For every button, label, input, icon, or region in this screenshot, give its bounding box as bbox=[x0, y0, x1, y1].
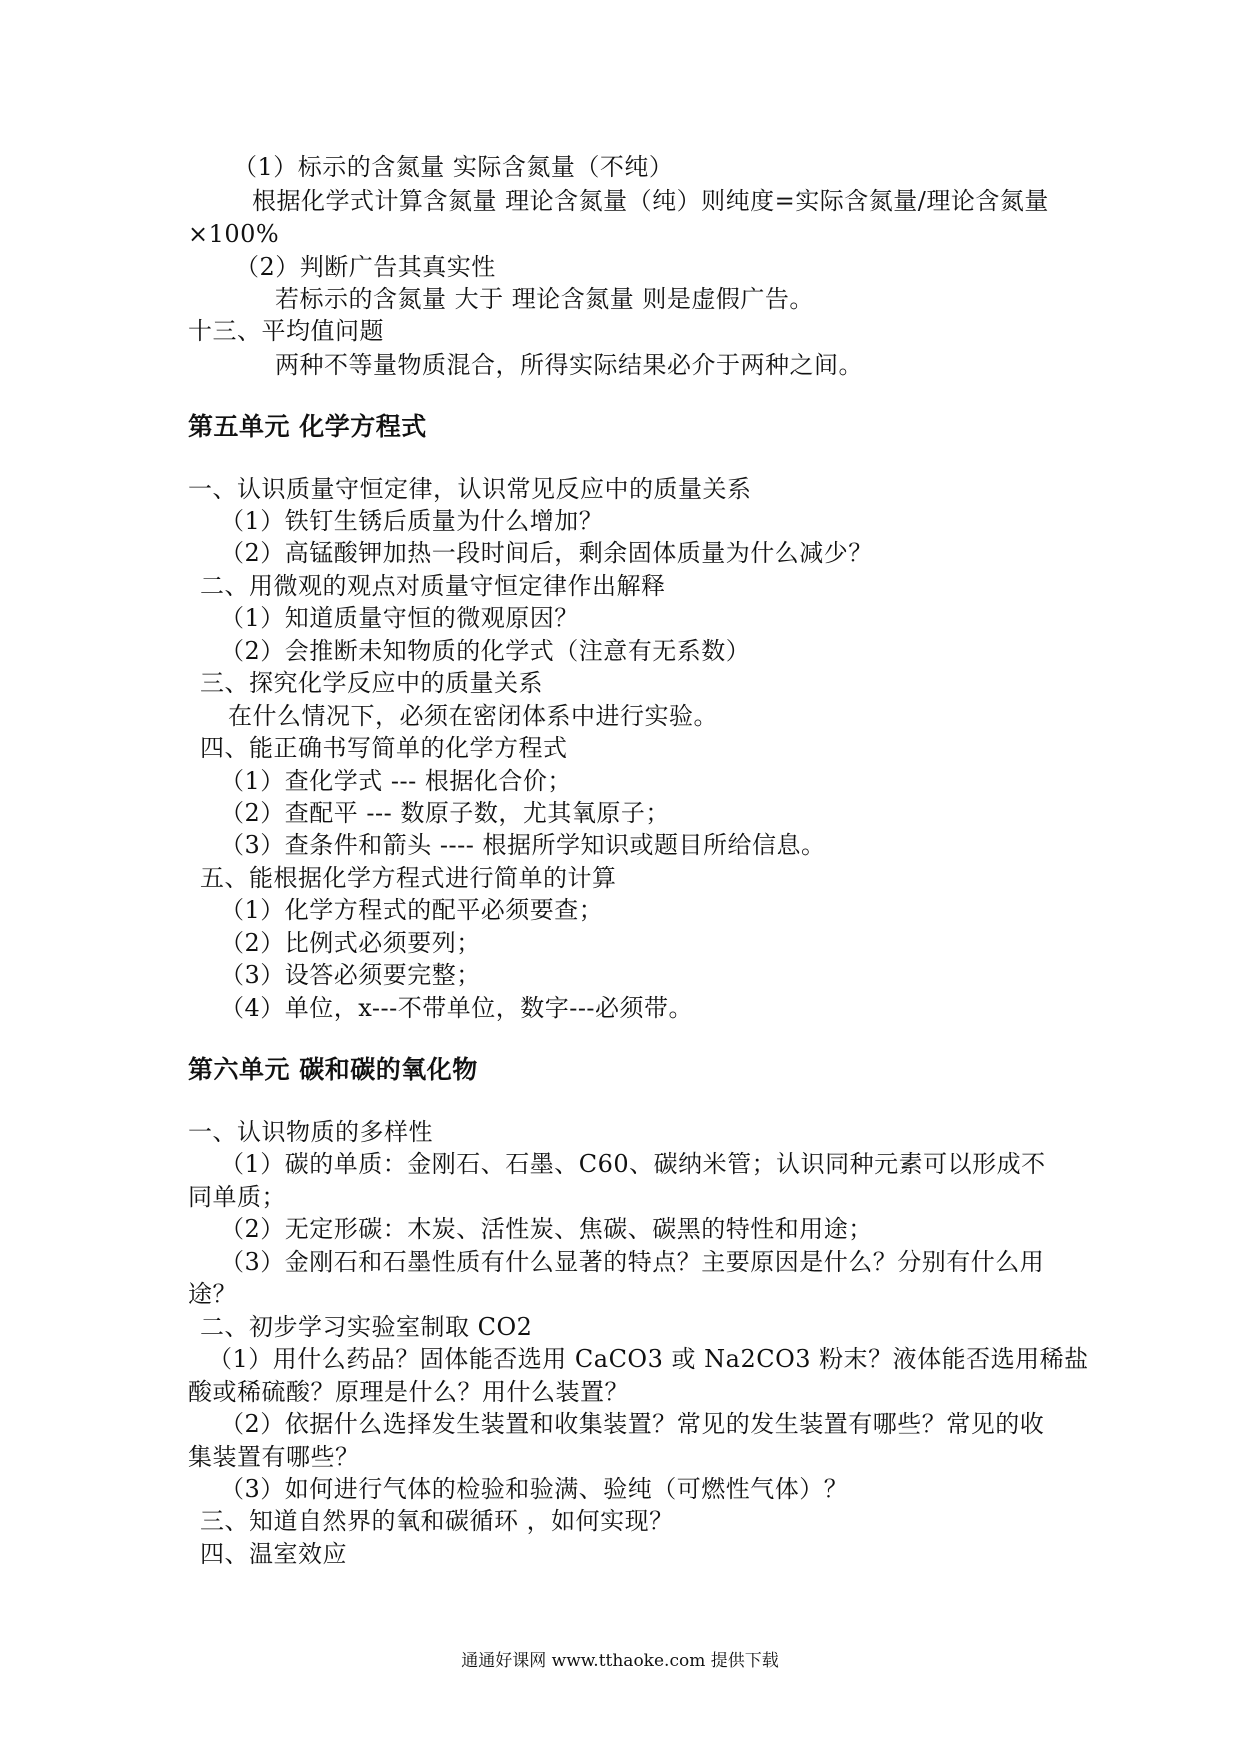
page-footer: 通通好课网 www.tthaoke.com 提供下载 bbox=[461, 1651, 779, 1671]
text-line: （3）查条件和箭头 ---- 根据所学知识或题目所给信息。 bbox=[220, 831, 826, 859]
text-line: （1）标示的含氮量 实际含氮量（不纯） bbox=[233, 153, 674, 181]
section-heading: 一、认识物质的多样性 bbox=[188, 1118, 433, 1146]
text-line: （2）判断广告其真实性 bbox=[235, 253, 496, 281]
text-line: （1）用什么药品？固体能否选用 CaCO3 或 Na2CO3 粉末？液体能否选用稀盐 bbox=[208, 1345, 1089, 1373]
text-line: ×100% bbox=[188, 220, 280, 248]
text-line: 途？ bbox=[188, 1280, 237, 1308]
text-line: 根据化学式计算含氮量 理论含氮量（纯）则纯度=实际含氮量/理论含氮量 bbox=[252, 187, 1049, 215]
text-line: 在什么情况下，必须在密闭体系中进行实验。 bbox=[228, 702, 718, 730]
section-heading: 二、用微观的观点对质量守恒定律作出解释 bbox=[200, 572, 666, 600]
text-line: （2）比例式必须要列； bbox=[220, 929, 481, 957]
text-line: 酸或稀硫酸？原理是什么？用什么装置？ bbox=[188, 1378, 629, 1406]
text-line: （1）铁钉生锈后质量为什么增加？ bbox=[220, 507, 604, 535]
section-heading: 十三、平均值问题 bbox=[188, 317, 384, 345]
section-heading: 二、初步学习实验室制取 CO2 bbox=[200, 1313, 533, 1341]
text-line: （2）无定形碳：木炭、活性炭、焦碳、碳黑的特性和用途； bbox=[220, 1215, 873, 1243]
section-heading: 四、能正确书写简单的化学方程式 bbox=[200, 734, 568, 762]
unit-title: 第六单元 碳和碳的氧化物 bbox=[188, 1055, 478, 1084]
text-line: （1）知道质量守恒的微观原因？ bbox=[220, 604, 579, 632]
section-heading: 一、认识质量守恒定律，认识常见反应中的质量关系 bbox=[188, 475, 752, 503]
unit-title: 第五单元 化学方程式 bbox=[188, 412, 427, 441]
text-line: （4）单位，x---不带单位，数字---必须带。 bbox=[220, 994, 694, 1022]
text-line: 集装置有哪些？ bbox=[188, 1443, 360, 1471]
text-line: （1）碳的单质：金刚石、石墨、C60、碳纳米管；认识同种元素可以形成不 bbox=[220, 1150, 1046, 1178]
text-line: （2）依据什么选择发生装置和收集装置？常见的发生装置有哪些？常见的收 bbox=[220, 1410, 1045, 1438]
text-line: 若标示的含氮量 大于 理论含氮量 则是虚假广告。 bbox=[275, 285, 814, 313]
section-heading: 四、温室效应 bbox=[200, 1540, 347, 1568]
text-line: （3）金刚石和石墨性质有什么显著的特点？主要原因是什么？分别有什么用 bbox=[220, 1248, 1045, 1276]
text-line: （1）查化学式 --- 根据化合价； bbox=[220, 767, 572, 795]
text-line: （1）化学方程式的配平必须要查； bbox=[220, 896, 604, 924]
text-line: 两种不等量物质混合，所得实际结果必介于两种之间。 bbox=[275, 351, 863, 379]
text-line: （2）查配平 --- 数原子数，尤其氧原子； bbox=[220, 799, 670, 827]
section-heading: 三、探究化学反应中的质量关系 bbox=[200, 669, 543, 697]
text-line: （3）如何进行气体的检验和验满、验纯（可燃性气体）？ bbox=[220, 1475, 849, 1503]
text-line: （2）高锰酸钾加热一段时间后，剩余固体质量为什么减少？ bbox=[220, 539, 873, 567]
text-line: （3）设答必须要完整； bbox=[220, 961, 481, 989]
section-heading: 五、能根据化学方程式进行简单的计算 bbox=[200, 864, 617, 892]
text-line: 同单质； bbox=[188, 1183, 286, 1211]
section-heading: 三、知道自然界的氧和碳循环 ，如何实现？ bbox=[200, 1507, 674, 1535]
text-line: （2）会推断未知物质的化学式（注意有无系数） bbox=[220, 637, 751, 665]
